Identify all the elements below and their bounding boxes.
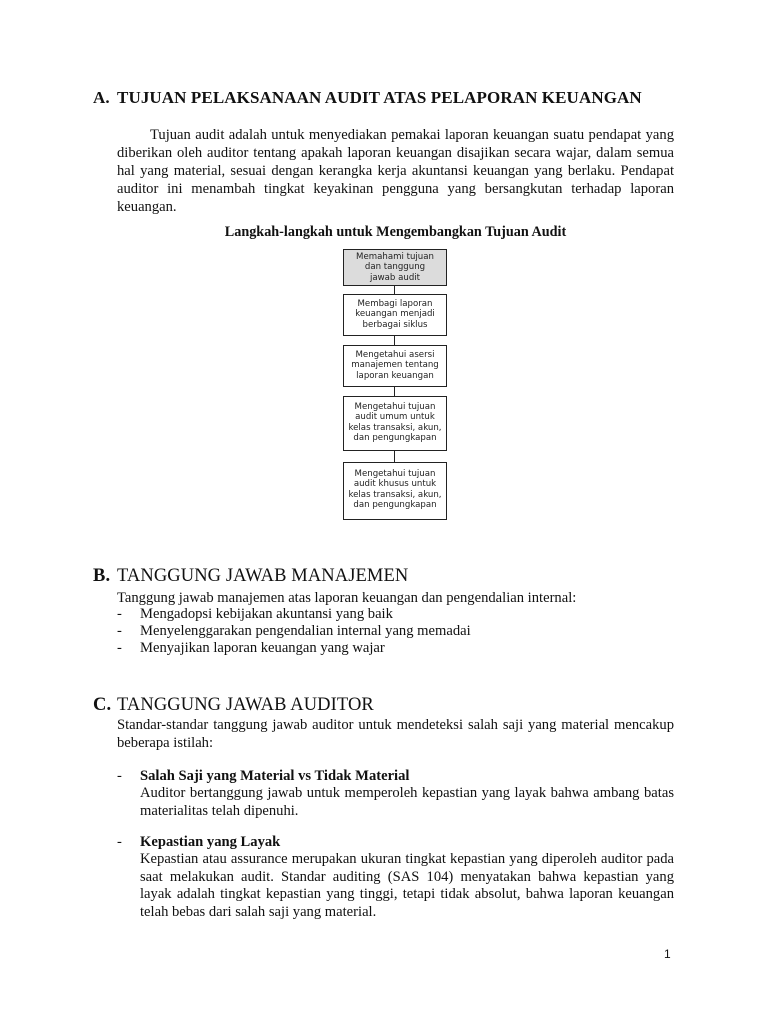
sub-item-body: Auditor bertanggung jawab untuk memperoleh kepastian yang layak bahwa ambang batas materialitas telah dipenuhi.	[140, 785, 674, 819]
section-c-intro: Standar-standar tanggung jawab auditor untuk mendeteksi salah saji yang material mencakup beberapa istilah:	[117, 717, 674, 751]
flow-connector	[394, 451, 395, 462]
section-b-heading: B. TANGGUNG JAWAB MANAJEMEN	[93, 566, 409, 586]
section-c-heading: C. TANGGUNG JAWAB AUDITOR	[93, 695, 374, 715]
section-a-paragraph: Tujuan audit adalah untuk menyediakan pemakai laporan keuangan suatu pendapat yang diberikan oleh auditor tentang apakah laporan keuangan disajikan secara wajar, dalam semua hal yang material, sesuai dengan kerangka kerja akuntansi keuangan yang berlaku. Pendapat auditor ini menambah tingkat keyakinan pengguna yang bersangkutan terhadap laporan keuangan.	[117, 127, 674, 215]
flow-step-3: Mengetahui asersi manajemen tentang laporan keuangan	[343, 345, 447, 387]
sub-item-title: Salah Saji yang Material vs Tidak Material	[140, 768, 410, 784]
figure-caption: Langkah-langkah untuk Mengembangkan Tujuan Audit	[224, 224, 567, 240]
sub-item-title: Kepastian yang Layak	[140, 834, 281, 850]
section-b-list	[117, 606, 674, 657]
flow-step-5: Mengetahui tujuan audit khusus untuk kelas transaksi, akun, dan pengungkapan	[343, 462, 447, 520]
flow-step-1: Memahami tujuan dan tanggung jawab audit	[343, 249, 447, 286]
list-item: - Menyelenggarakan pengendalian internal yang memadai	[117, 623, 471, 639]
section-b-intro: Tanggung jawab manajemen atas laporan keuangan dan pengendalian internal:	[117, 590, 577, 606]
flow-step-4: Mengetahui tujuan audit umum untuk kelas transaksi, akun, dan pengungkapan	[343, 396, 447, 451]
flow-connector	[394, 387, 395, 396]
list-item: - Mengadopsi kebijakan akuntansi yang baik	[117, 606, 393, 622]
section-a-heading: A. TUJUAN PELAKSANAAN AUDIT ATAS PELAPORAN KEUANGAN	[93, 88, 642, 107]
flow-connector	[394, 336, 395, 345]
flow-step-2: Membagi laporan keuangan menjadi berbagai siklus	[343, 294, 447, 336]
flow-connector	[394, 286, 395, 294]
section-c-item-materiality: - Salah Saji yang Material vs Tidak Material Auditor bertanggung jawab untuk memperoleh kepastian yang layak bahwa ambang batas materialitas telah dipenuhi.	[117, 768, 674, 819]
sub-item-body: Kepastian atau assurance merupakan ukuran tingkat kepastian yang diperoleh auditor pada saat melakukan audit. Standar auditing (SAS 104) menyatakan bahwa kepastian yang layak adalah tingkat kepastian yang tinggi, tetapi tidak absolut, bahwa laporan keuangan telah bebas dari salah saji yang material.	[140, 851, 674, 920]
section-c-item-assurance: - Kepastian yang Layak Kepastian atau assurance merupakan ukuran tingkat kepastian yang diperoleh auditor pada saat melakukan audit. Standar auditing (SAS 104) menyatakan bahwa kepastian yang layak adalah tingkat kepastian yang tinggi, tetapi tidak absolut, bahwa laporan keuangan telah bebas dari salah saji yang material.	[117, 834, 674, 920]
page-number: 1	[664, 947, 671, 961]
list-item: - Menyajikan laporan keuangan yang wajar	[117, 640, 385, 656]
